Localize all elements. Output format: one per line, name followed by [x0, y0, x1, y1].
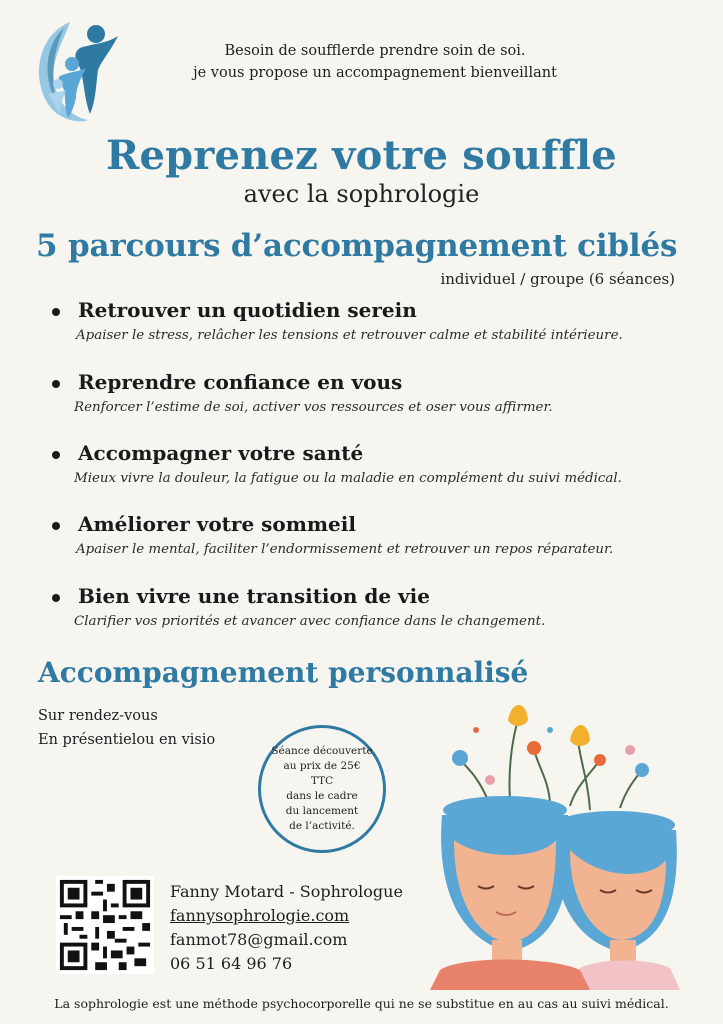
item-description: Renforcer l’estime de soi, activer vos ressources et oser vous affirmer.: [74, 400, 553, 415]
contact-name: Fanny Motard - Sophrologue: [170, 882, 403, 901]
footer-disclaimer: La sophrologie est une méthode psychocorporelle qui ne se substitue en au cas au suivi médical.: [54, 996, 669, 1011]
website-link[interactable]: fannysophrologie.com: [170, 906, 350, 925]
perso-details: [38, 704, 215, 752]
badge-line-2: au prix de 25€ TTC: [283, 760, 361, 787]
contact-email[interactable]: fanmot78@gmail.com: [170, 930, 348, 949]
item-description: Apaiser le stress, relâcher les tensions et retrouver calme et stabilité intérieure.: [76, 328, 623, 343]
main-title: Reprenez votre souffle: [106, 132, 617, 179]
contact-phone[interactable]: 06 51 64 96 76: [170, 954, 293, 973]
item-title: Reprendre confiance en vous: [52, 370, 702, 394]
list-item: [52, 298, 702, 343]
item-description: Apaiser le mental, faciliter l’endormissement et retrouver un repos réparateur.: [76, 542, 614, 557]
list-item: [52, 512, 702, 557]
parcours-format: individuel / groupe (6 séances): [440, 270, 675, 288]
item-title: Retrouver un quotidien serein: [52, 298, 702, 322]
item-title: Accompagner votre santé: [52, 441, 702, 465]
badge-line-1: Séance découverte: [271, 745, 373, 757]
parcours-title: 5 parcours d’accompagnement ciblés: [36, 228, 678, 264]
heads-flowers-illustration-icon: [430, 690, 710, 990]
qr-code-icon[interactable]: [56, 876, 154, 974]
item-description: Clarifier vos priorités et avancer avec confiance dans le changement.: [74, 614, 546, 629]
list-item: [52, 370, 702, 415]
subtitle: avec la sophrologie: [243, 180, 480, 208]
intro-text: [160, 40, 590, 84]
contact-block: [170, 880, 403, 976]
perso-line-2: En présentielou en visio: [38, 732, 216, 748]
offer-badge: [258, 725, 386, 853]
perso-line-1: Sur rendez-vous: [38, 708, 158, 724]
logo-figures-icon: [30, 14, 122, 126]
list-item: [52, 584, 702, 629]
intro-line-2: je vous propose un accompagnement bienveillant: [193, 65, 557, 81]
intro-line-1: Besoin de soufflerde prendre soin de soi.: [224, 43, 526, 59]
item-description: Mieux vivre la douleur, la fatigue ou la maladie en complément du suivi médical.: [74, 471, 622, 486]
item-title: Améliorer votre sommeil: [52, 512, 702, 536]
list-item: [52, 441, 702, 486]
badge-line-4: du lancement: [285, 805, 359, 817]
badge-line-5: de l’activité.: [289, 820, 355, 832]
perso-title: Accompagnement personnalisé: [38, 656, 529, 689]
badge-line-3: dans le cadre: [286, 790, 358, 802]
item-title: Bien vivre une transition de vie: [52, 584, 702, 608]
